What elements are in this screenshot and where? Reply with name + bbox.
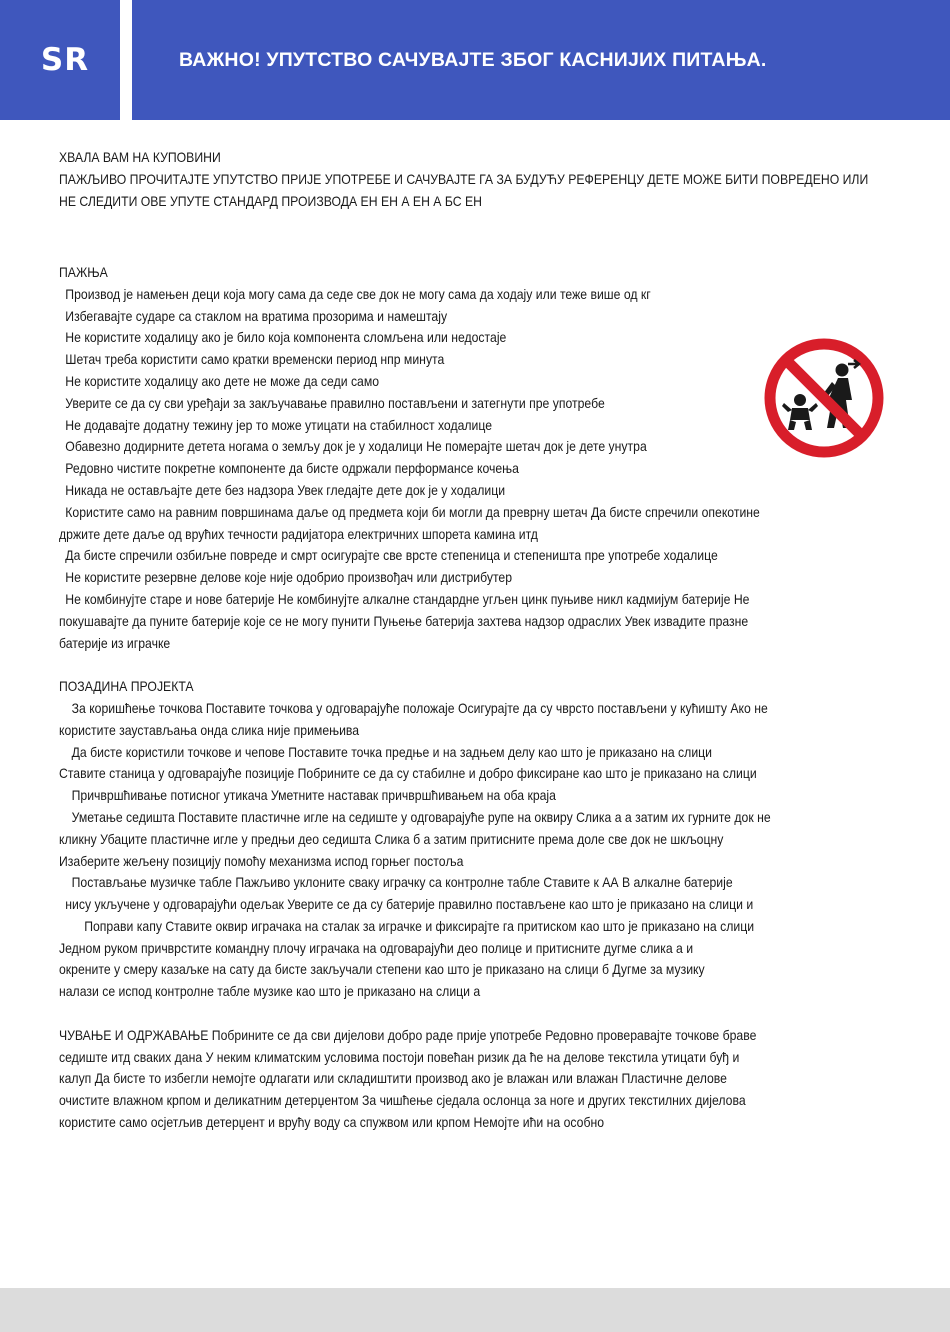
warning-batteries-end: батерије из играчке (59, 635, 171, 651)
warning-parts: Не користите резервне делове које није одобрио произвођач или дистрибутер (65, 570, 513, 586)
care-line: користите само осјетљив детерџент и врућу воду са спужвом или крпом Немојте ићи на особно (59, 1115, 605, 1131)
warning-batteries-cont: покушавајте да пуните батерије које се не могу пунити Пуњење батерија захтева надзор одраслих Увек извадите празне (59, 613, 749, 629)
background-line: Поправи капу Ставите оквир играчака на сталак за играчке и фиксирајте га притиском као што је приказано на слици (84, 918, 755, 934)
warning-item: Не користите ходалицу ако је било која компонента сломљена или недостаје (65, 330, 507, 346)
warning-item: Редовно чистите покретне компоненте да бисте одржали перформансе кочења (65, 461, 519, 477)
no-adult-pushing-child-walker-icon (762, 336, 886, 460)
document-body (59, 147, 869, 1134)
page-footer (0, 1288, 950, 1332)
care-line: очистите влажном крпом и деликатним детерџентом За чишћење сједала ослонца за ноге и других текстилних дијелова (59, 1093, 746, 1109)
background-heading: ПОЗАДИНА ПРОЈЕКТА (59, 679, 194, 695)
warning-item: Обавезно додирните детета ногама о земљу док је у ходалици Не померајте шетач док је дете унутра (65, 439, 647, 455)
background-line: користите заустављања онда слика није примењива (59, 722, 360, 738)
background-line: Постављање музичке табле Пажљиво уклоните сваку играчку са контролне табле Ставите к АА В алкалне батерије (71, 875, 733, 891)
background-line: Уметање седишта Поставите пластичне игле на седиште у одговарајуће рупе на оквиру Слика а а затим их гурните док не (71, 809, 771, 825)
background-line: кликну Убаците пластичне игле у предњи део седишта Слика б а затим притисните према доле све док не шкљоцну (59, 831, 724, 847)
background-line: окрените у смеру казаљке на сату да бисте закључали степени као што је приказано на слици б Дугме за музику (59, 962, 705, 978)
background-line: Причвршћивање потисног утикача Уметните наставак причвршћивањем на оба краја (71, 788, 556, 804)
warning-stairs: Да бисте спречили озбиљне повреде и смрт осигурајте све врсте степеница и степеништа пре употребе ходалице (65, 548, 718, 564)
warning-item: Избегавајте сударе са стаклом на вратима прозорима и намештају (65, 308, 448, 324)
language-code: SR (40, 42, 90, 78)
intro-standards: НЕ СЛЕДИТИ ОВЕ УПУТЕ СТАНДАРД ПРОИЗВОДА ЕН ЕН А ЕН А БС ЕН (59, 193, 482, 209)
intro-thanks: ХВАЛА ВАМ НА КУПОВИНИ (59, 150, 221, 165)
warning-item: Уверите се да су сви уређаји за закључавање правилно постављени и затегнути пре употребе (65, 395, 605, 411)
warning-item: Шетач треба користити само кратки временски период нпр минута (65, 352, 445, 368)
page-header (0, 0, 950, 120)
warning-item: Производ је намењен деци која могу сама да седе све док не могу сама да ходају или теже више од кг (65, 286, 651, 302)
background-line: За коришћење точкова Поставите точкова у одговарајуће положаје Осигурајте да су чврсто постављени у кућишту Ако не (71, 700, 768, 716)
background-line: Једном руком причврстите командну плочу играчака на одговарајући део полице и притисните дугме слика а и (59, 940, 694, 956)
warning-heading: ПАЖЊА (59, 264, 108, 280)
background-line: нису укључене у одговарајући одељак Уверите се да су батерије правилно постављене као што је приказано на слици и (65, 897, 754, 913)
warning-item: Не користите ходалицу ако дете не може да седи само (65, 373, 380, 389)
warning-surfaces-cont: држите дете даље од врућих течности радијатора електричних шпорета камина итд (59, 526, 538, 542)
page-title: ВАЖНО! УПУТСТВО САЧУВАЈТЕ ЗБОГ КАСНИЈИХ ПИТАЊА. (179, 48, 767, 71)
background-line: налази се испод контролне табле музике као што је приказано на слици а (59, 984, 481, 1000)
background-line: Ставите станица у одговарајуће позиције Побрините се да су стабилне и добро фиксиране као што је приказано на слици (59, 766, 757, 782)
care-line: калуп Да бисте то избегли немојте одлагати или складиштити производ ако је влажан или влажан Пластичне делове (59, 1071, 727, 1087)
warning-item: Никада не остављајте дете без надзора Увек гледајте дете док је у ходалици (65, 482, 506, 498)
intro-read-carefully: ПАЖЉИВО ПРОЧИТАЈТЕ УПУТСТВО ПРИЈЕ УПОТРЕБЕ И САЧУВАЈТЕ ГА ЗА БУДУЋУ РЕФЕРЕНЦУ ДЕТЕ МОЖЕ БИТИ ПОВРЕДЕНО ИЛИ (59, 171, 869, 187)
warning-batteries: Не комбинујте старе и нове батерије Не комбинујте алкалне стандардне угљен цинк пуњиве никл кадмијум батерије Не (65, 591, 750, 607)
background-line: Изаберите жељену позицију помоћу механизма испод горњег постоља (59, 853, 464, 869)
header-divider (120, 0, 132, 120)
warning-item: Не додавајте додатну тежину јер то може утицати на стабилност ходалице (65, 417, 493, 433)
warning-surfaces: Користите само на равним површинама даље од предмета који би могли да преврну шетач Да бисте спречили опекотине (65, 504, 760, 520)
care-line: седиште итд сваких дана У неким климатским условима постоји повећан ризик да ће на делове текстила утицати буђ и (59, 1049, 740, 1065)
language-badge (0, 0, 120, 120)
care-line: ЧУВАЊЕ И ОДРЖАВАЊЕ Побрините се да сви дијелови добро раде прије употребе Редовно проверавајте точкове браве (59, 1027, 757, 1043)
background-line: Да бисте користили точкове и чепове Поставите точка предње и на задњем делу као што је приказано на слици (71, 744, 713, 760)
title-bar (132, 0, 950, 120)
